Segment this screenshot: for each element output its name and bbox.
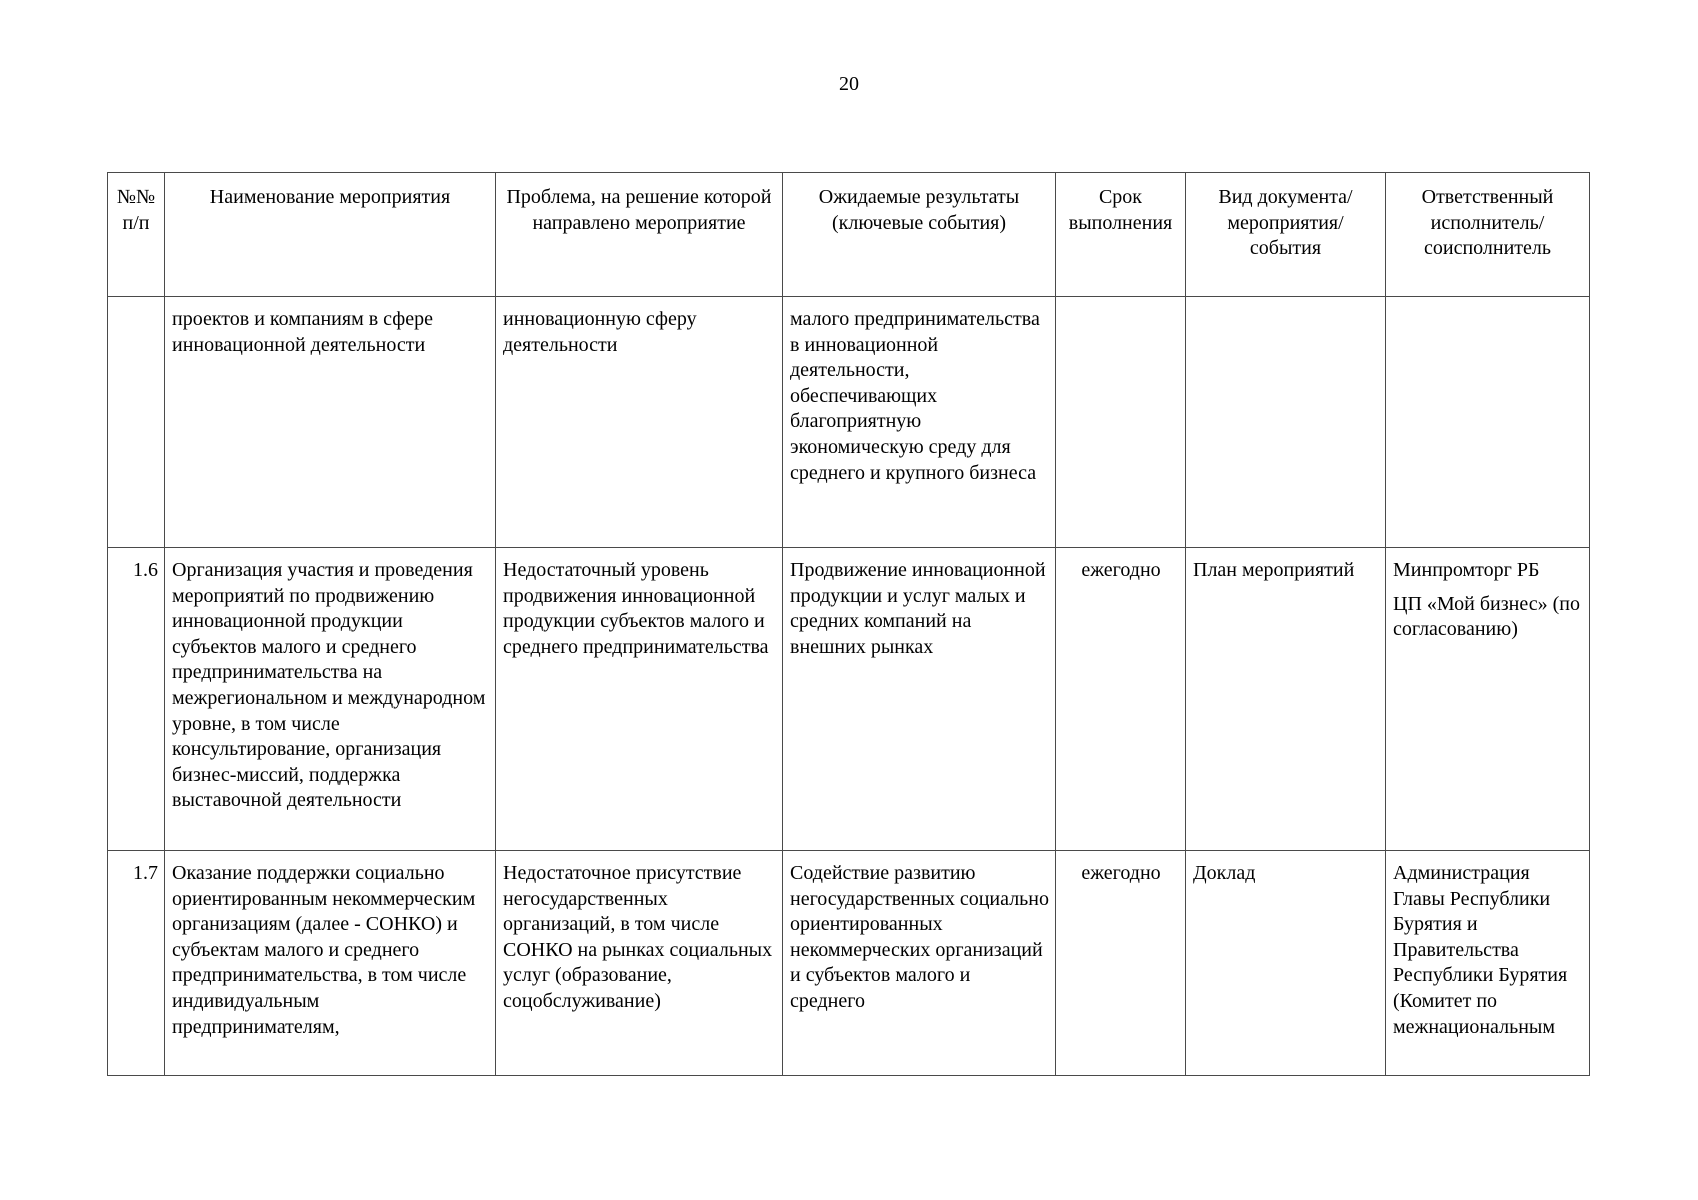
cell-term: ежегодно (1056, 548, 1186, 851)
cell-responsible (1386, 548, 1590, 851)
cell-term: ежегодно (1056, 851, 1186, 1076)
cell-results: малого предпринимательства в инновационной деятельности, обеспечивающих благоприятную экономическую среду для среднего и крупного бизнеса (783, 297, 1056, 548)
header-num: №№ п/п (108, 173, 165, 297)
cell-doc-type: Доклад (1186, 851, 1386, 1076)
page-number: 20 (839, 73, 859, 95)
header-problem: Проблема, на решение которой направлено мероприятие (496, 173, 783, 297)
cell-responsible (1386, 297, 1590, 548)
responsible-secondary: ЦП «Мой бизнес» (по согласованию) (1393, 592, 1580, 641)
cell-num: 1.6 (108, 548, 165, 851)
cell-results: Продвижение инновационной продукции и услуг малых и средних компаний на внешних рынках (783, 548, 1056, 851)
cell-problem: инновационную сферу деятельности (496, 297, 783, 548)
header-results: Ожидаемые результаты (ключевые события) (783, 173, 1056, 297)
responsible-primary: Администрация Главы Республики Бурятия и Правительства Республики Бурятия (Комитет по межнациональным (1393, 862, 1568, 1038)
cell-num (108, 297, 165, 548)
table-row (108, 297, 1590, 548)
cell-doc-type (1186, 297, 1386, 548)
cell-num: 1.7 (108, 851, 165, 1076)
cell-name: Организация участия и проведения мероприятий по продвижению инновационной продукции субъектов малого и среднего предпринимательства на межрегиональном и международном уровне, в том числе консультирование, организация бизнес-миссий, поддержка выставочной деятельности (165, 548, 496, 851)
cell-problem: Недостаточное присутствие негосударственных организаций, в том числе СОНКО на рынках социальных услуг (образование, соцобслуживание) (496, 851, 783, 1076)
table-row (108, 851, 1590, 1076)
table-header-row (108, 173, 1590, 297)
cell-term (1056, 297, 1186, 548)
cell-results: Содействие развитию негосударственных социально ориентированных некоммерческих организаций и субъектов малого и среднего (783, 851, 1056, 1076)
cell-doc-type: План мероприятий (1186, 548, 1386, 851)
measures-table (107, 172, 1590, 1076)
cell-problem: Недостаточный уровень продвижения инновационной продукции субъектов малого и среднего предпринимательства (496, 548, 783, 851)
responsible-primary: Минпромторг РБ (1393, 559, 1540, 581)
table-row (108, 548, 1590, 851)
header-doc-type: Вид документа/ мероприятия/ события (1186, 173, 1386, 297)
cell-name: проектов и компаниям в сфере инновационной деятельности (165, 297, 496, 548)
cell-name: Оказание поддержки социально ориентированным некоммерческим организациям (далее - СОНКО) и субъектам малого и среднего предпринимательства, в том числе индивидуальным предпринимателям, (165, 851, 496, 1076)
cell-responsible (1386, 851, 1590, 1076)
header-name: Наименование мероприятия (165, 173, 496, 297)
header-term: Срок выполнения (1056, 173, 1186, 297)
header-responsible: Ответственный исполнитель/ соисполнитель (1386, 173, 1590, 297)
